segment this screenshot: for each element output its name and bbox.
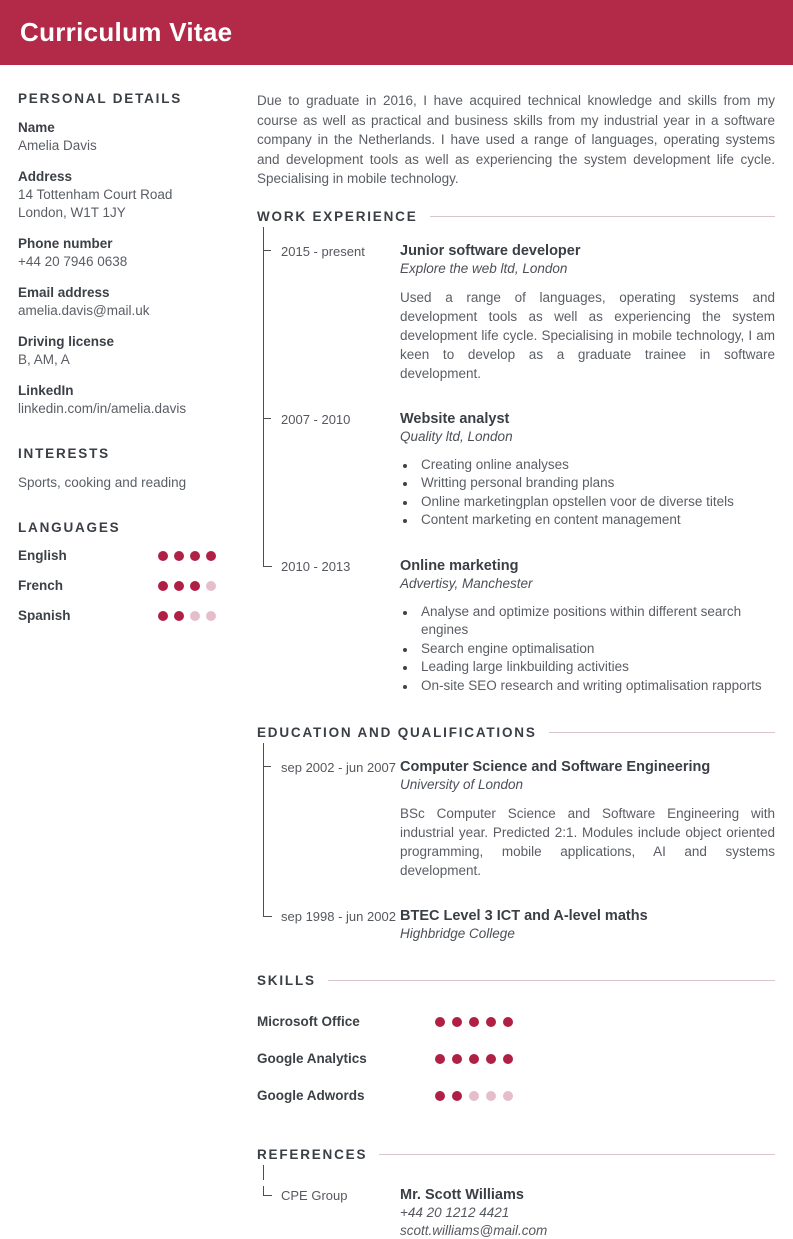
dot-filled	[435, 1054, 445, 1064]
entry-subtitle: Explore the web ltd, London	[400, 260, 568, 276]
section-heading-rule	[379, 1154, 775, 1155]
bullet-item: • Analyse and optimize positions within different search engines	[417, 603, 775, 640]
page-banner	[0, 0, 793, 65]
dot-filled	[435, 1017, 445, 1027]
bullet-item: • Leading large linkbuilding activities	[417, 658, 775, 677]
field-name	[18, 119, 230, 155]
education-heading	[257, 725, 775, 740]
dot-filled	[190, 551, 200, 561]
skills-list	[257, 988, 775, 1103]
timeline-rail	[257, 758, 281, 907]
section-heading-text: REFERENCES	[257, 1147, 368, 1163]
language-label: Spanish	[18, 608, 71, 623]
entry-body	[400, 907, 775, 943]
entry-title: Online marketing	[400, 557, 519, 574]
skill-row	[257, 1051, 775, 1066]
dot-empty	[206, 611, 216, 621]
education-timeline	[257, 740, 775, 943]
dot-empty	[503, 1091, 513, 1101]
skills-heading	[257, 973, 775, 988]
skill-rating-dots	[435, 1054, 513, 1064]
skill-label: Google Analytics	[257, 1051, 367, 1067]
skill-label: Microsoft Office	[257, 1014, 360, 1030]
languages-heading: LANGUAGES	[18, 520, 121, 535]
timeline-rail	[257, 242, 281, 410]
dot-empty	[190, 611, 200, 621]
work-entry	[257, 410, 775, 557]
bullet-item: • Online marketingplan opstellen voor de diverse titels	[417, 493, 775, 512]
page-title: Curriculum Vitae	[20, 17, 233, 47]
entry-title: Junior software developer	[400, 242, 581, 259]
field-email	[18, 284, 230, 320]
references-timeline	[257, 1162, 775, 1239]
education-entry	[257, 907, 775, 943]
dot-empty	[469, 1091, 479, 1101]
entry-title: BTEC Level 3 ICT and A-level maths	[400, 908, 648, 925]
page-content	[0, 65, 793, 1239]
entry-period: 2015 - present	[281, 243, 365, 259]
entry-description: BSc Computer Science and Software Engineering with industrial year. Predicted 2:1. Modules include object oriented programming, mobile applications, AI and systems development.	[400, 806, 775, 879]
dot-filled	[158, 611, 168, 621]
entry-subtitle: Quality ltd, London	[400, 428, 513, 444]
dot-filled	[486, 1017, 496, 1027]
entry-title: Computer Science and Software Engineering	[400, 759, 711, 776]
entry-body	[400, 410, 775, 557]
entry-description: Used a range of languages, operating systems and development tools as well as experiencing the system development life cycle. Specialising in mobile technology, I am keen to develop as a graduate trainee in software development.	[400, 289, 775, 381]
interests-section	[18, 446, 230, 492]
field-value: Amelia Davis	[18, 138, 97, 153]
work-entry	[257, 557, 775, 696]
entry-body	[400, 242, 775, 410]
field-phone	[18, 235, 230, 271]
field-value: amelia.davis@mail.uk	[18, 303, 150, 318]
entry-subtitle: University of London	[400, 777, 524, 793]
dot-filled	[158, 551, 168, 561]
language-rating-dots	[158, 551, 216, 561]
field-value: 14 Tottenham Court Road	[18, 187, 173, 202]
field-value: London, W1T 1JY	[18, 205, 126, 220]
section-heading-rule	[430, 216, 775, 217]
dot-filled	[452, 1054, 462, 1064]
bullet-item: • Creating online analyses	[417, 456, 775, 475]
entry-title: Website analyst	[400, 410, 510, 427]
entry-body	[400, 557, 775, 696]
dot-filled	[452, 1017, 462, 1027]
entry-bullet-list	[400, 603, 775, 696]
entry-subtitle: Advertisy, Manchester	[400, 575, 533, 591]
section-heading-rule	[328, 980, 775, 981]
interests-text: Sports, cooking and reading	[18, 475, 187, 490]
dot-filled	[190, 581, 200, 591]
field-label: LinkedIn	[18, 383, 74, 398]
timeline-rail	[257, 907, 281, 943]
timeline-rail	[257, 1186, 281, 1239]
dot-filled	[206, 551, 216, 561]
timeline-rail	[257, 410, 281, 557]
field-value: +44 20 7946 0638	[18, 254, 128, 269]
dot-filled	[503, 1054, 513, 1064]
bullet-item: • On-site SEO research and writing optimalisation rapports	[417, 677, 775, 696]
work-experience-heading	[257, 209, 775, 224]
language-row	[18, 608, 230, 623]
field-address	[18, 168, 230, 222]
dot-filled	[452, 1091, 462, 1101]
bullet-item: • Writting personal branding plans	[417, 474, 775, 493]
dot-filled	[174, 551, 184, 561]
interests-heading: INTERESTS	[18, 446, 110, 461]
field-label: Phone number	[18, 236, 113, 251]
reference-entry	[257, 1186, 775, 1239]
language-row	[18, 578, 230, 593]
entry-period: 2007 - 2010	[281, 411, 351, 427]
work-entry	[257, 242, 775, 410]
section-heading-rule	[549, 732, 775, 733]
field-label: Name	[18, 120, 55, 135]
language-row	[18, 548, 230, 563]
sidebar	[18, 91, 230, 1239]
field-value: B, AM, A	[18, 352, 70, 367]
reference-company: CPE Group	[281, 1188, 348, 1204]
main-column	[257, 91, 775, 1239]
dot-filled	[174, 611, 184, 621]
timeline-rail	[257, 557, 281, 696]
reference-name: Mr. Scott Williams	[400, 1187, 524, 1204]
dot-filled	[469, 1054, 479, 1064]
dot-filled	[503, 1017, 513, 1027]
section-heading-text: WORK EXPERIENCE	[257, 208, 418, 224]
bullet-item: • Search engine optimalisation	[417, 640, 775, 659]
language-label: French	[18, 578, 64, 593]
dot-filled	[486, 1054, 496, 1064]
section-heading-text: EDUCATION AND QUALIFICATIONS	[257, 725, 537, 741]
entry-subtitle: Highbridge College	[400, 926, 515, 942]
dot-filled	[158, 581, 168, 591]
dot-filled	[174, 581, 184, 591]
field-linkedin	[18, 382, 230, 418]
dot-filled	[469, 1017, 479, 1027]
bullet-item: • Content marketing en content management	[417, 511, 775, 530]
dot-empty	[206, 581, 216, 591]
entry-body	[400, 1186, 775, 1239]
language-label: English	[18, 548, 67, 563]
field-value: linkedin.com/in/amelia.davis	[18, 401, 187, 416]
language-rating-dots	[158, 581, 216, 591]
references-heading	[257, 1147, 775, 1162]
entry-period: 2010 - 2013	[281, 558, 351, 574]
work-experience-timeline	[257, 224, 775, 696]
dot-empty	[486, 1091, 496, 1101]
skill-rating-dots	[435, 1091, 513, 1101]
entry-period: sep 1998 - jun 2002	[281, 909, 396, 925]
skill-row	[257, 1088, 775, 1103]
field-label: Address	[18, 169, 73, 184]
dot-filled	[435, 1091, 445, 1101]
language-rating-dots	[158, 611, 216, 621]
skill-rating-dots	[435, 1017, 513, 1027]
field-driving-license	[18, 333, 230, 369]
reference-email: scott.williams@mail.com	[400, 1222, 548, 1238]
field-label: Email address	[18, 285, 110, 300]
languages-section	[18, 520, 230, 623]
field-label: Driving license	[18, 334, 115, 349]
education-entry	[257, 758, 775, 907]
profile-summary: Due to graduate in 2016, I have acquired technical knowledge and skills from my course as well as practical and business skills from my industrial year in a software company in the Netherlands. I have used a range of languages, operating systems and development tools as well as experiencing the system development life cycle. Specialising in mobile technology.	[257, 93, 775, 187]
skill-label: Google Adwords	[257, 1088, 365, 1104]
reference-phone: +44 20 1212 4421	[400, 1205, 510, 1221]
skill-row	[257, 1014, 775, 1029]
section-heading-text: SKILLS	[257, 973, 316, 989]
entry-period: sep 2002 - jun 2007	[281, 760, 396, 776]
entry-body	[400, 758, 775, 907]
entry-bullet-list	[400, 456, 775, 530]
personal-details-heading: PERSONAL DETAILS	[18, 91, 183, 106]
personal-details-section	[18, 91, 230, 418]
